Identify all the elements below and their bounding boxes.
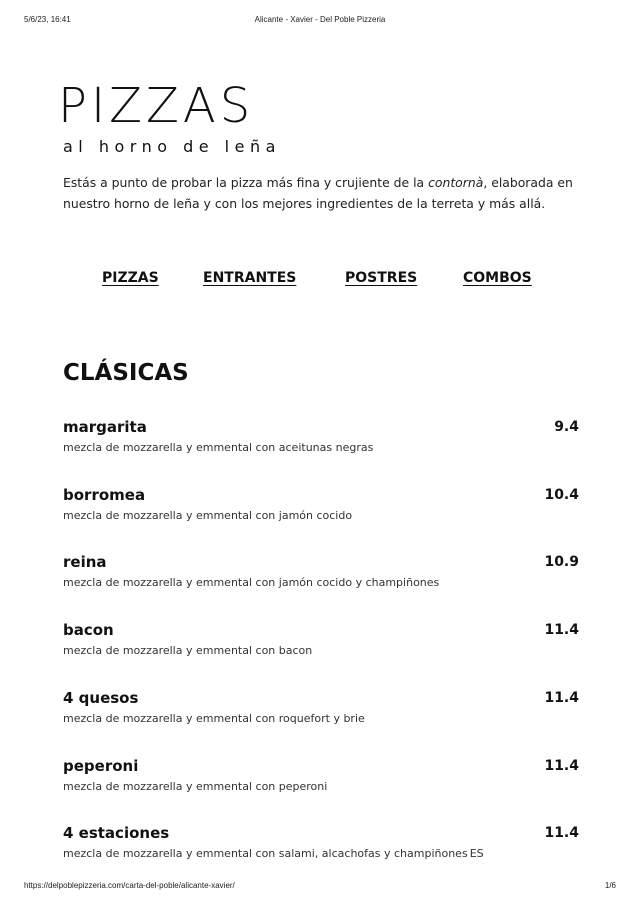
intro-text <box>63 172 593 214</box>
menu-item-name: bacon <box>63 621 114 639</box>
intro-text-emphasis: contornà <box>428 175 484 190</box>
menu-item-price: 9.4 <box>554 419 579 435</box>
print-datetime: 5/6/23, 16:41 <box>24 15 71 24</box>
menu-item-price: 11.4 <box>544 690 579 706</box>
menu-item <box>63 756 579 796</box>
menu-item-name: borromea <box>63 486 146 504</box>
menu-item <box>63 620 579 660</box>
menu-item-name: reina <box>63 553 107 571</box>
menu-item-description: mezcla de mozzarella y emmental con aceitunas negras <box>63 441 374 454</box>
menu-item-description: mezcla de mozzarella y emmental con peperoni <box>63 780 328 793</box>
menu-item-name: 4 estaciones <box>63 824 170 842</box>
section-title: CLÁSICAS <box>63 360 189 386</box>
intro-text-part1: Estás a punto de probar la pizza más fina y crujiente de la <box>63 175 429 190</box>
menu-item-price: 10.4 <box>544 487 579 503</box>
menu-item-description: mezcla de mozzarella y emmental con jamón cocido <box>63 509 353 522</box>
print-page-title: Alicante - Xavier - Del Poble Pizzeria <box>254 15 386 24</box>
print-url: https://delpoblepizzeria.com/carta-del-poble/alicante-xavier/ <box>24 881 235 890</box>
menu-item-name: margarita <box>63 418 147 436</box>
menu-item-description: mezcla de mozzarella y emmental con bacon <box>63 644 313 657</box>
page-title: PIZZAS <box>58 78 255 134</box>
menu-item <box>63 823 579 863</box>
menu-item-description: mezcla de mozzarella y emmental con roquefort y brie <box>63 712 365 725</box>
menu-item <box>63 485 579 525</box>
menu-item-description: mezcla de mozzarella y emmental con jamón cocido y champiñones <box>63 576 440 589</box>
language-selector[interactable]: ES <box>469 847 484 860</box>
nav-link-entrantes[interactable]: ENTRANTES <box>203 270 297 286</box>
intro-text-part2: , elaborada en nuestro horno de leña y con los mejores ingredientes de la terreta y más allá. <box>63 175 573 211</box>
nav-link-pizzas[interactable]: PIZZAS <box>102 270 159 286</box>
menu-item-price: 11.4 <box>544 622 579 638</box>
print-page-number: 1/6 <box>604 881 616 890</box>
menu-item-name: 4 quesos <box>63 689 139 707</box>
nav-link-combos[interactable]: COMBOS <box>463 270 532 286</box>
menu-item-price: 11.4 <box>544 825 579 841</box>
menu-item-description <box>63 847 484 861</box>
menu-item <box>63 417 579 457</box>
page-subtitle: al horno de leña <box>63 137 281 156</box>
menu-item-price: 10.9 <box>544 554 579 570</box>
menu-category-nav <box>0 270 640 292</box>
print-header <box>0 15 640 29</box>
menu-item-name: peperoni <box>63 757 139 775</box>
menu-item <box>63 688 579 728</box>
nav-link-postres[interactable]: POSTRES <box>345 270 418 286</box>
menu-item-price: 11.4 <box>544 758 579 774</box>
menu-item <box>63 552 579 592</box>
menu-item-description-text: mezcla de mozzarella y emmental con salami, alcachofas y champiñones <box>63 847 468 860</box>
print-footer <box>0 881 640 895</box>
